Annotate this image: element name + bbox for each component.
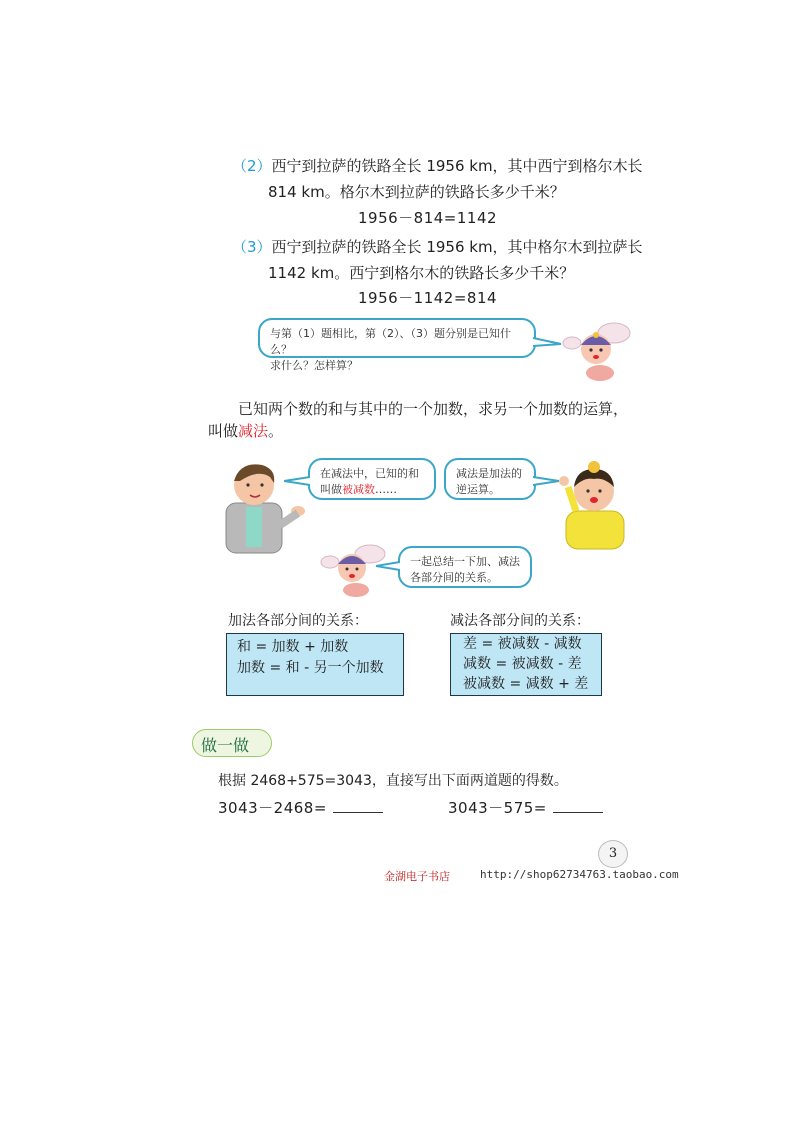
definition-line1: 已知两个数的和与其中的一个加数，求另一个加数的运算，	[238, 400, 629, 418]
relation-row: 差 = 被减数 - 减数	[463, 636, 582, 652]
subtraction-relations-title: 减法各部分间的关系：	[450, 613, 590, 629]
angel-speech-bubble: 一起总结一下加、减法 各部分间的关系。	[398, 546, 532, 588]
girl-illustration	[556, 455, 636, 550]
q3-line2: 1142 km。西宁到格尔木的铁路长多少千米？	[268, 264, 575, 282]
subtraction-term: 减法	[238, 422, 269, 440]
relation-row: 和 = 加数 + 加数	[237, 639, 349, 655]
page-number: 3	[598, 840, 628, 868]
practice-problem-1: 3043－2468=	[218, 797, 383, 818]
practice-badge: 做一做	[192, 729, 272, 757]
q3-number: （3）	[232, 238, 272, 256]
angel-illustration	[560, 315, 635, 385]
boy-illustration	[218, 455, 308, 555]
definition-line2: 叫做减法。	[208, 422, 284, 440]
q2-number: （2）	[232, 157, 272, 175]
angel-bubble-tail	[376, 560, 400, 572]
boy-speech-bubble: 在减法中，已知的和 叫做被减数……	[308, 458, 436, 500]
q2-line1: （2）西宁到拉萨的铁路全长 1956 km，其中西宁到格尔木长	[232, 157, 643, 175]
addition-relations-box	[226, 633, 404, 696]
relation-row: 被减数 = 减数 + 差	[463, 676, 589, 692]
subtraction-relations-box	[450, 633, 602, 696]
footer-store-name: 金湖电子书店	[384, 870, 450, 883]
relation-row: 减数 = 被减数 - 差	[463, 656, 582, 672]
answer-blank[interactable]	[553, 798, 603, 813]
practice-instruction: 根据 2468+575=3043，直接写出下面两道题的得数。	[218, 773, 568, 789]
answer-blank[interactable]	[333, 798, 383, 813]
addition-relations-title: 加法各部分间的关系：	[228, 613, 368, 629]
q3-line1: （3）西宁到拉萨的铁路全长 1956 km，其中格尔木到拉萨长	[232, 238, 643, 256]
bubble-tail	[533, 336, 563, 350]
boy-bubble-tail	[284, 475, 310, 487]
minuend-term: 被减数	[342, 483, 375, 496]
relation-row: 加数 = 和 - 另一个加数	[237, 660, 384, 676]
q2-equation: 1956－814=1142	[358, 209, 498, 227]
compare-speech-bubble: 与第（1）题相比，第（2）、（3）题分别是已知什么？ 求什么？怎样算？	[258, 318, 536, 358]
footer-url[interactable]: http://shop62734763.taobao.com	[480, 868, 679, 881]
practice-problem-2: 3043－575=	[448, 797, 603, 818]
q2-line2: 814 km。格尔木到拉萨的铁路长多少千米？	[268, 183, 565, 201]
girl-speech-bubble: 减法是加法的 逆运算。	[444, 458, 536, 500]
q3-equation: 1956－1142=814	[358, 289, 498, 307]
